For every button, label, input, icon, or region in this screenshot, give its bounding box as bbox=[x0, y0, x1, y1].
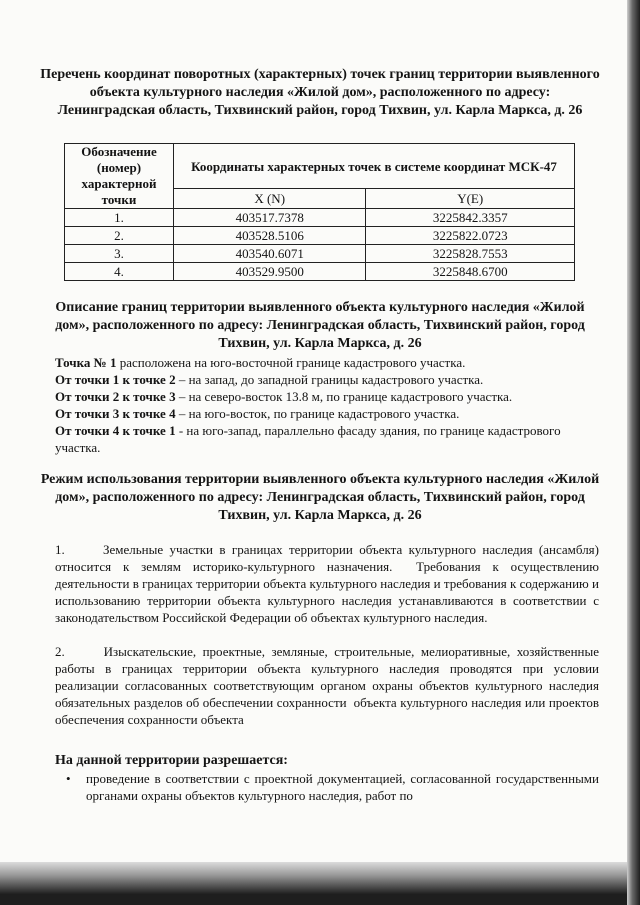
header-coordinates: Координаты характерных точек в системе координат МСК-47 bbox=[174, 144, 575, 189]
description-text: – на юго-восток, по границе кадастрового участка. bbox=[175, 406, 460, 421]
boundary-description bbox=[55, 354, 595, 456]
coord-x: 403528.5106 bbox=[174, 227, 366, 245]
point-number: 4. bbox=[65, 263, 174, 281]
bullet-icon: • bbox=[66, 771, 71, 786]
allowed-heading: На данной территории разрешается: bbox=[55, 753, 288, 768]
point-number: 2. bbox=[65, 227, 174, 245]
coord-x: 403529.9500 bbox=[174, 263, 366, 281]
coord-y: 3225842.3357 bbox=[366, 209, 575, 227]
description-text: расположена на юго-восточной границе кадастрового участка. bbox=[116, 355, 466, 370]
usage-regime-title: Режим использования территории выявленного объекта культурного наследия «Жилой дом», расположенного по адресу: Ленинградская область, Тихвинский район, город Тихвин, ул. Карла Маркса, д. 26 bbox=[40, 472, 600, 523]
description-line bbox=[55, 354, 595, 371]
coordinates-table bbox=[64, 143, 575, 281]
table-row bbox=[65, 245, 575, 263]
coord-x: 403540.6071 bbox=[174, 245, 366, 263]
scan-edge-bottom bbox=[0, 862, 627, 905]
description-line bbox=[55, 405, 595, 422]
coord-y: 3225848.6700 bbox=[366, 263, 575, 281]
coord-y: 3225828.7553 bbox=[366, 245, 575, 263]
document-title: Перечень координат поворотных (характерных) точек границ территории выявленного объекта культурного наследия «Жилой дом», расположенного по адресу: Ленинградская область, Тихвинский район, город Тихвин, ул. Карла Маркса, д. 26 bbox=[40, 67, 600, 118]
regime-paragraph-1: 1. Земельные участки в границах территории объекта культурного наследия (ансамбля) относится к землям историко-культурного назначения. Требования к осуществлению деятельности в границах территории объекта культурного наследия и требования к содержанию и использованию территории объекта культурного наследия устанавливаются в соответствии с законодательством Российской Федерации об объектах культурного наследия. bbox=[55, 542, 603, 625]
description-text: – на северо-восток 13.8 м, по границе кадастрового участка. bbox=[175, 389, 513, 404]
coord-x: 403517.7378 bbox=[174, 209, 366, 227]
description-label: От точки 4 к точке 1 bbox=[55, 423, 176, 438]
allowed-list-item bbox=[66, 770, 599, 804]
allowed-item-text: проведение в соответствии с проектной документацией, согласованной государственными органами охраны объектов культурного наследия, работ по bbox=[86, 771, 599, 803]
coord-y: 3225822.0723 bbox=[366, 227, 575, 245]
description-text: - на юго-запад, параллельно фасаду здания, по границе кадастрового участка. bbox=[55, 423, 561, 455]
regime-paragraph-2: 2. Изыскательские, проектные, земляные, строительные, мелиоративные, хозяйственные работы в границах территории объекта культурного наследия проводятся при условии реализации согласованных соответствующим органом охраны объектов культурного наследия обязательных разделов об обеспечении сохранности объекта культурного наследия или проектов обеспечения сохранности объекта bbox=[55, 644, 603, 727]
table-header-row bbox=[65, 144, 575, 189]
description-line bbox=[55, 388, 595, 405]
description-label: От точки 1 к точке 2 bbox=[55, 372, 176, 387]
description-label: От точки 2 к точке 3 bbox=[55, 389, 176, 404]
description-label: Точка № 1 bbox=[55, 355, 117, 370]
description-line bbox=[55, 371, 595, 388]
point-number: 1. bbox=[65, 209, 174, 227]
table-row bbox=[65, 227, 575, 245]
header-point-number: Обозначение (номер) характерной точки bbox=[65, 144, 174, 209]
table-row bbox=[65, 263, 575, 281]
description-text: – на запад, до западной границы кадастрового участка. bbox=[175, 372, 484, 387]
table-row bbox=[65, 209, 575, 227]
description-line bbox=[55, 422, 595, 456]
header-x: X (N) bbox=[174, 189, 366, 209]
description-label: От точки 3 к точке 4 bbox=[55, 406, 176, 421]
header-y: Y(E) bbox=[366, 189, 575, 209]
boundary-description-title: Описание границ территории выявленного объекта культурного наследия «Жилой дом», расположенного по адресу: Ленинградская область, Тихвинский район, город Тихвин, ул. Карла Маркса, д. 26 bbox=[55, 300, 585, 351]
point-number: 3. bbox=[65, 245, 174, 263]
scan-edge-right bbox=[627, 0, 640, 905]
